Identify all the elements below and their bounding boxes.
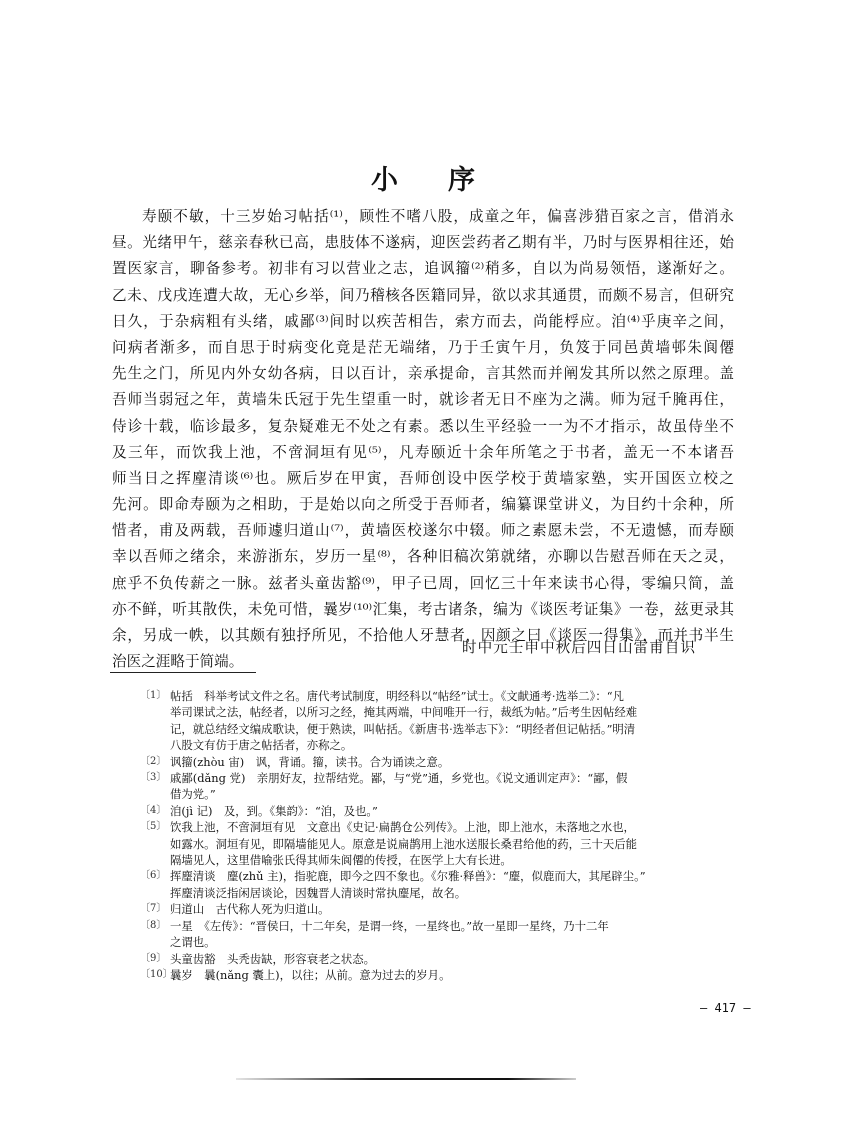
paragraph-line: 幸以吾师之绪余，来游浙东，岁历一星⁽⁸⁾，各种旧稿次第就绪，亦聊以告慰吾师在天之灵，	[112, 548, 734, 566]
footnote-number: 〔3〕	[140, 772, 167, 784]
footnote-line: 举司课试之法，帖经者，以所习之经，掩其两端，中间唯开一行，裁纸为帖。”后考生因帖经难	[170, 705, 638, 720]
paragraph-line: 惜者，甫及两载，吾师遽归道山⁽⁷⁾，黄墙医校遂尔中辍。师之素愿未尝，不无遗憾，而寿颐	[112, 522, 734, 540]
footnote	[140, 967, 762, 983]
footnote-divider	[110, 672, 256, 673]
footnote-line: 隔墙见人，这里借喻张氏得其师朱阆僊的传授，在医学上大有长进。	[170, 853, 512, 868]
footnote	[140, 951, 762, 967]
footnote-line: 挥麈清谈泛指闲居谈论，因魏晋人清谈时常执麈尾，故名。	[170, 885, 467, 900]
page-title: 小序	[371, 165, 525, 196]
footnote-number: 〔7〕	[140, 903, 167, 915]
paragraph-line: 日久，于杂病粗有头绪，戚鄙⁽³⁾间时以疾苦相告，索方而去，尚能桴应。洎⁽⁴⁾乎庚辛之间，	[112, 312, 734, 330]
paragraph-line: 及三年，而饮我上池，不啻洞垣有见⁽⁵⁾，凡寿颐近十余年所笔之于书者，盖无一不本诸吾	[112, 443, 734, 461]
footnote	[140, 901, 762, 917]
preface-paragraph	[112, 204, 734, 675]
footnote-number: 〔6〕	[140, 870, 167, 882]
footnote	[140, 803, 762, 819]
footnote-line: 之谓也。	[170, 935, 216, 950]
footnote-line: 洎(jì 记) 及，到。《集韵》：“洎，及也。”	[170, 803, 378, 818]
footnote-number: 〔2〕	[140, 755, 167, 767]
signature: 时中元壬申中秋后四日山雷甫自识	[462, 639, 696, 656]
footnote	[140, 918, 762, 951]
paragraph-line: 置医家言，聊备参考。初非有习以营业之志，追讽籀⁽²⁾稍多，自以为尚易领悟，遂渐好之。	[112, 260, 734, 278]
footnote-number: 〔1〕	[140, 690, 167, 701]
paragraph-line: 乙未、戊戌连遭大故，无心乡举，间乃稽核各医籍同异，欲以求其通贯，而颇不易言，但研究	[112, 286, 734, 304]
footnote-line: 记，就总结经文编成歌诀，便于熟读，叫帖括。《新唐书·选举志下》：“明经者但记帖括。”明清	[170, 721, 636, 736]
footnote-line: 曩岁 曩(nǎng 囊上)，以往；从前。意为过去的岁月。	[170, 967, 451, 982]
footnote-line: 归道山 古代称人死为归道山。	[170, 902, 330, 917]
paragraph-line: 寿颐不敏，十三岁始习帖括⁽¹⁾，顾性不嗜八股，成童之年，偏喜涉猎百家之言，借消永	[142, 208, 734, 225]
footnote-number: 〔8〕	[140, 919, 167, 931]
paragraph-line: 师当日之挥麈清谈⁽⁶⁾也。厥后岁在甲寅，吾师创设中医学校于黄墙家塾，实开国医立校之	[112, 469, 734, 487]
footnote	[140, 688, 762, 754]
paragraph-line: 吾师当弱冠之年，黄墙朱氏冠于先生望重一时，就诊者无日不座为之满。师为冠千腌再住，	[112, 391, 734, 409]
paragraph-line: 侍诊十载，临诊最多，复杂疑难无不处之有素。悉以生平经验一一为不才指示，故虽侍坐不	[112, 417, 734, 435]
footnote-line: 一星 《左传》：“晋侯曰，十二年矣，是谓一终，一星终也。”故一星即一星终，乃十二年	[170, 918, 609, 933]
footnote-line: 头童齿豁 头秃齿缺，形容衰老之状态。	[170, 951, 376, 966]
footnote	[140, 868, 762, 901]
paragraph-line: 庶乎不负传薪之一脉。兹者头童齿豁⁽⁹⁾，甲子已周，回忆三十年来读书心得，零编只简，盖	[112, 574, 734, 592]
footnote-line: 饮我上池，不啻洞垣有见 文意出《史记·扁鹊仓公列传》。上池，即上池水，未落地之水也，	[170, 820, 635, 835]
footnote	[140, 754, 762, 770]
footnote-line: 挥麈清谈 麈(zhǔ 主)，指驼鹿，即今之四不象也。《尔雅·释兽》：“麈，似鹿而大，其尾辟尘。”	[170, 869, 646, 884]
footnote-line: 帖括 科举考试文件之名。唐代考试制度，明经科以“帖经”试士。《文献通考·选举二》：“凡	[170, 689, 624, 703]
footnote-number: 〔5〕	[140, 821, 167, 833]
footnote	[140, 770, 762, 803]
footnote-number: 〔4〕	[140, 804, 167, 816]
footnotes	[140, 688, 762, 983]
scan-artifact-line	[236, 1078, 576, 1080]
footnote-line: 八股文有仿于唐之帖括者，亦称之。	[170, 738, 353, 753]
paragraph-line: 昼。光绪甲午，慈亲春秋已高，患肢体不遂病，迎医尝药者乙期有半，乃时与医界相往还，始	[112, 234, 734, 252]
paragraph-line: 问病者渐多，而自思于时病变化竟是茫无端绪，乃于壬寅午月，负笈于同邑黄墙邨朱阆僊	[112, 338, 734, 356]
footnote-line: 戚鄙(dǎng 党) 亲朋好友，拉帮结党。鄙，与“党”通，乡党也。《说文通训定声》：“鄙，假	[170, 771, 628, 786]
paragraph-line: 先河。即命寿颐为之相助，于是始以向之所受于吾师者，编纂课堂讲义，为目约十余种，所	[112, 496, 734, 514]
paragraph-line: 亦不鲜，听其散佚，未免可惜，曩岁⁽¹⁰⁾汇集，考古诸条，编为《谈医考证集》一卷，兹更录其	[112, 600, 734, 618]
paragraph-line: 先生之门，所见内外女幼各病，日以百计，亲承提命，言其然而并阐发其所以然之原理。盖	[112, 365, 734, 383]
paragraph-line: 余，另成一帙，以其颇有独抒所见，不拾他人牙慧者，因颜之曰《谈医一得集》，而并书半生	[112, 627, 734, 644]
footnote-line: 讽籀(zhòu 宙) 讽，背诵。籀，读书。合为诵读之意。	[170, 754, 450, 769]
footnote	[140, 819, 762, 868]
footnote-line: 借为党。”	[170, 787, 216, 802]
page-number: — 417 —	[700, 1001, 751, 1015]
paragraph-line: 治医之涯略于简端。	[112, 653, 244, 671]
footnote-number: 〔10〕	[140, 968, 173, 980]
footnote-number: 〔9〕	[140, 952, 167, 964]
footnote-line: 如露水。洞垣有见，即隔墙能见人。原意是说扁鹊用上池水送服长桑君给他的药，三十天后能	[170, 836, 638, 851]
